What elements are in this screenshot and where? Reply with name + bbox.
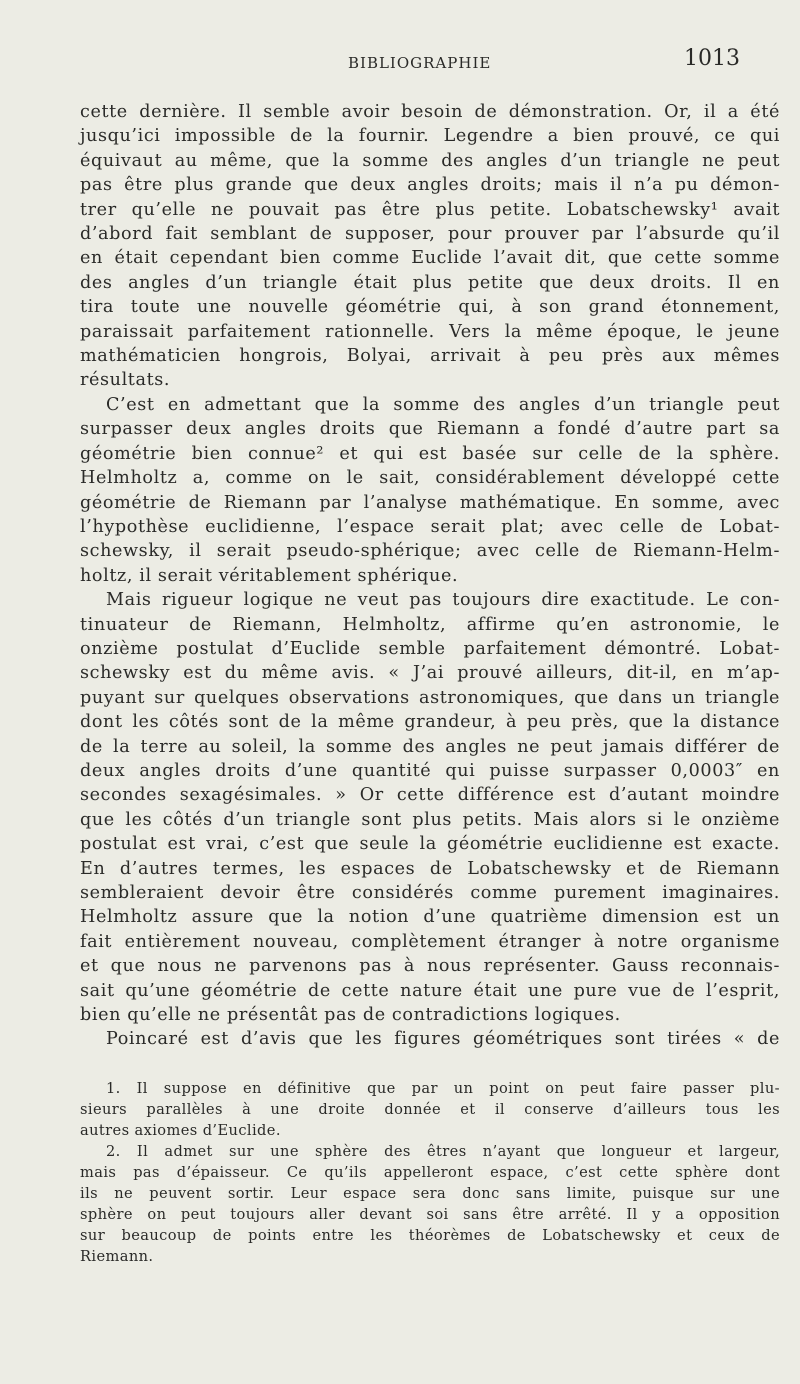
text-line: cette dernière. Il semble avoir besoin de démonstration. Or, il a été: [80, 102, 780, 122]
footnote-line: autres axiomes d’Euclide.: [80, 1122, 281, 1139]
text-line: onzième postulat d’Euclide semble parfaitement démontré. Lobat-: [80, 638, 780, 659]
text-line: de la terre au soleil, la somme des angles ne peut jamais différer de: [80, 736, 780, 757]
text-line: Poincaré est d’avis que les figures géométriques sont tirées « de: [106, 1029, 780, 1050]
text-line: l’hypothèse euclidienne, l’espace serait plat; avec celle de Lobat-: [80, 516, 780, 537]
text-line: schewsky est du même avis. « J’ai prouvé ailleurs, dit-il, en m’ap-: [80, 663, 780, 684]
text-line: Mais rigueur logique ne veut pas toujours dire exactitude. Le con-: [106, 590, 780, 611]
text-line: sembleraient devoir être considérés comme purement imaginaires.: [80, 883, 780, 903]
text-line: tinuateur de Riemann, Helmholtz, affirme qu’en astronomie, le: [80, 614, 780, 635]
page-header: [78, 44, 748, 84]
text-line: géométrie bien connue² et qui est basée sur celle de la sphère.: [80, 443, 780, 464]
running-title: BIBLIOGRAPHIE: [348, 54, 492, 72]
text-line: trer qu’elle ne pouvait pas être plus petite. Lobatschewsky¹ avait: [80, 199, 780, 220]
text-line: d’abord fait semblant de supposer, pour prouver par l’absurde qu’il: [80, 224, 780, 245]
text-line: postulat est vrai, c’est que seule la géométrie euclidienne est exacte.: [80, 834, 780, 855]
footnote-line: sur beaucoup de points entre les théorèmes de Lobatschewsky et ceux de: [80, 1227, 780, 1244]
text-line: fait entièrement nouveau, complètement étranger à notre organisme: [80, 931, 780, 952]
footnote-line: sieurs parallèles à une droite donnée et il conserve d’ailleurs tous les: [80, 1101, 780, 1118]
footnote-line: sphère on peut toujours aller devant soi sans être arrêté. Il y a opposition: [80, 1206, 780, 1223]
text-line: jusqu’ici impossible de la fournir. Legendre a bien prouvé, ce qui: [80, 126, 780, 147]
footnote-line: 1. Il suppose en définitive que par un point on peut faire passer plu-: [106, 1080, 780, 1097]
text-line: pas être plus grande que deux angles droits; mais il n’a pu démon-: [80, 175, 780, 196]
text-line: mathématicien hongrois, Bolyai, arrivait à peu près aux mêmes: [80, 346, 780, 367]
text-line: Helmholtz a, comme on le sait, considérablement développé cette: [80, 468, 780, 489]
text-line: En d’autres termes, les espaces de Lobatschewsky et de Riemann: [80, 858, 780, 879]
text-line: équivaut au même, que la somme des angles d’un triangle ne peut: [80, 150, 780, 171]
footnote-line: Riemann.: [80, 1248, 154, 1265]
text-line: C’est en admettant que la somme des angles d’un triangle peut: [106, 394, 780, 415]
footnote-line: ils ne peuvent sortir. Leur espace sera donc sans limite, puisque sur une: [80, 1185, 780, 1202]
text-line: géométrie de Riemann par l’analyse mathématique. En somme, avec: [80, 492, 780, 513]
text-line: paraissait parfaitement rationnelle. Vers la même époque, le jeune: [80, 321, 780, 342]
text-line: holtz, il serait véritablement sphérique.: [80, 565, 459, 586]
footnotes: [80, 1078, 780, 1267]
text-line: Helmholtz assure que la notion d’une quatrième dimension est un: [80, 907, 780, 928]
text-line: des angles d’un triangle était plus petite que deux droits. Il en: [80, 272, 780, 293]
page-number: 1013: [684, 46, 740, 71]
text-line: résultats.: [80, 370, 171, 391]
text-line: bien qu’elle ne présentât pas de contradictions logiques.: [80, 1005, 621, 1026]
footnote-line: 2. Il admet sur une sphère des êtres n’ayant que longueur et largeur,: [106, 1143, 780, 1160]
text-line: et que nous ne parvenons pas à nous représenter. Gauss reconnais-: [80, 956, 780, 977]
text-line: tira toute une nouvelle géométrie qui, à son grand étonnement,: [80, 297, 780, 318]
body-text: [80, 100, 780, 1052]
text-line: dont les côtés sont de la même grandeur, à peu près, que la distance: [80, 712, 780, 733]
text-line: secondes sexagésimales. » Or cette différence est d’autant moindre: [80, 785, 780, 806]
text-line: en était cependant bien comme Euclide l’avait dit, que cette somme: [80, 248, 780, 269]
text-line: puyant sur quelques observations astronomiques, que dans un triangle: [80, 687, 780, 708]
text-line: schewsky, il serait pseudo-sphérique; avec celle de Riemann-Helm-: [80, 541, 780, 562]
text-line: surpasser deux angles droits que Riemann a fondé d’autre part sa: [80, 419, 780, 440]
text-line: deux angles droits d’une quantité qui puisse surpasser 0,0003″ en: [80, 760, 780, 781]
footnote-line: mais pas d’épaisseur. Ce qu’ils appelleront espace, c’est cette sphère dont: [80, 1164, 780, 1181]
text-line: que les côtés d’un triangle sont plus petits. Mais alors si le onzième: [80, 809, 780, 830]
text-line: sait qu’une géométrie de cette nature était une pure vue de l’esprit,: [80, 980, 780, 1001]
